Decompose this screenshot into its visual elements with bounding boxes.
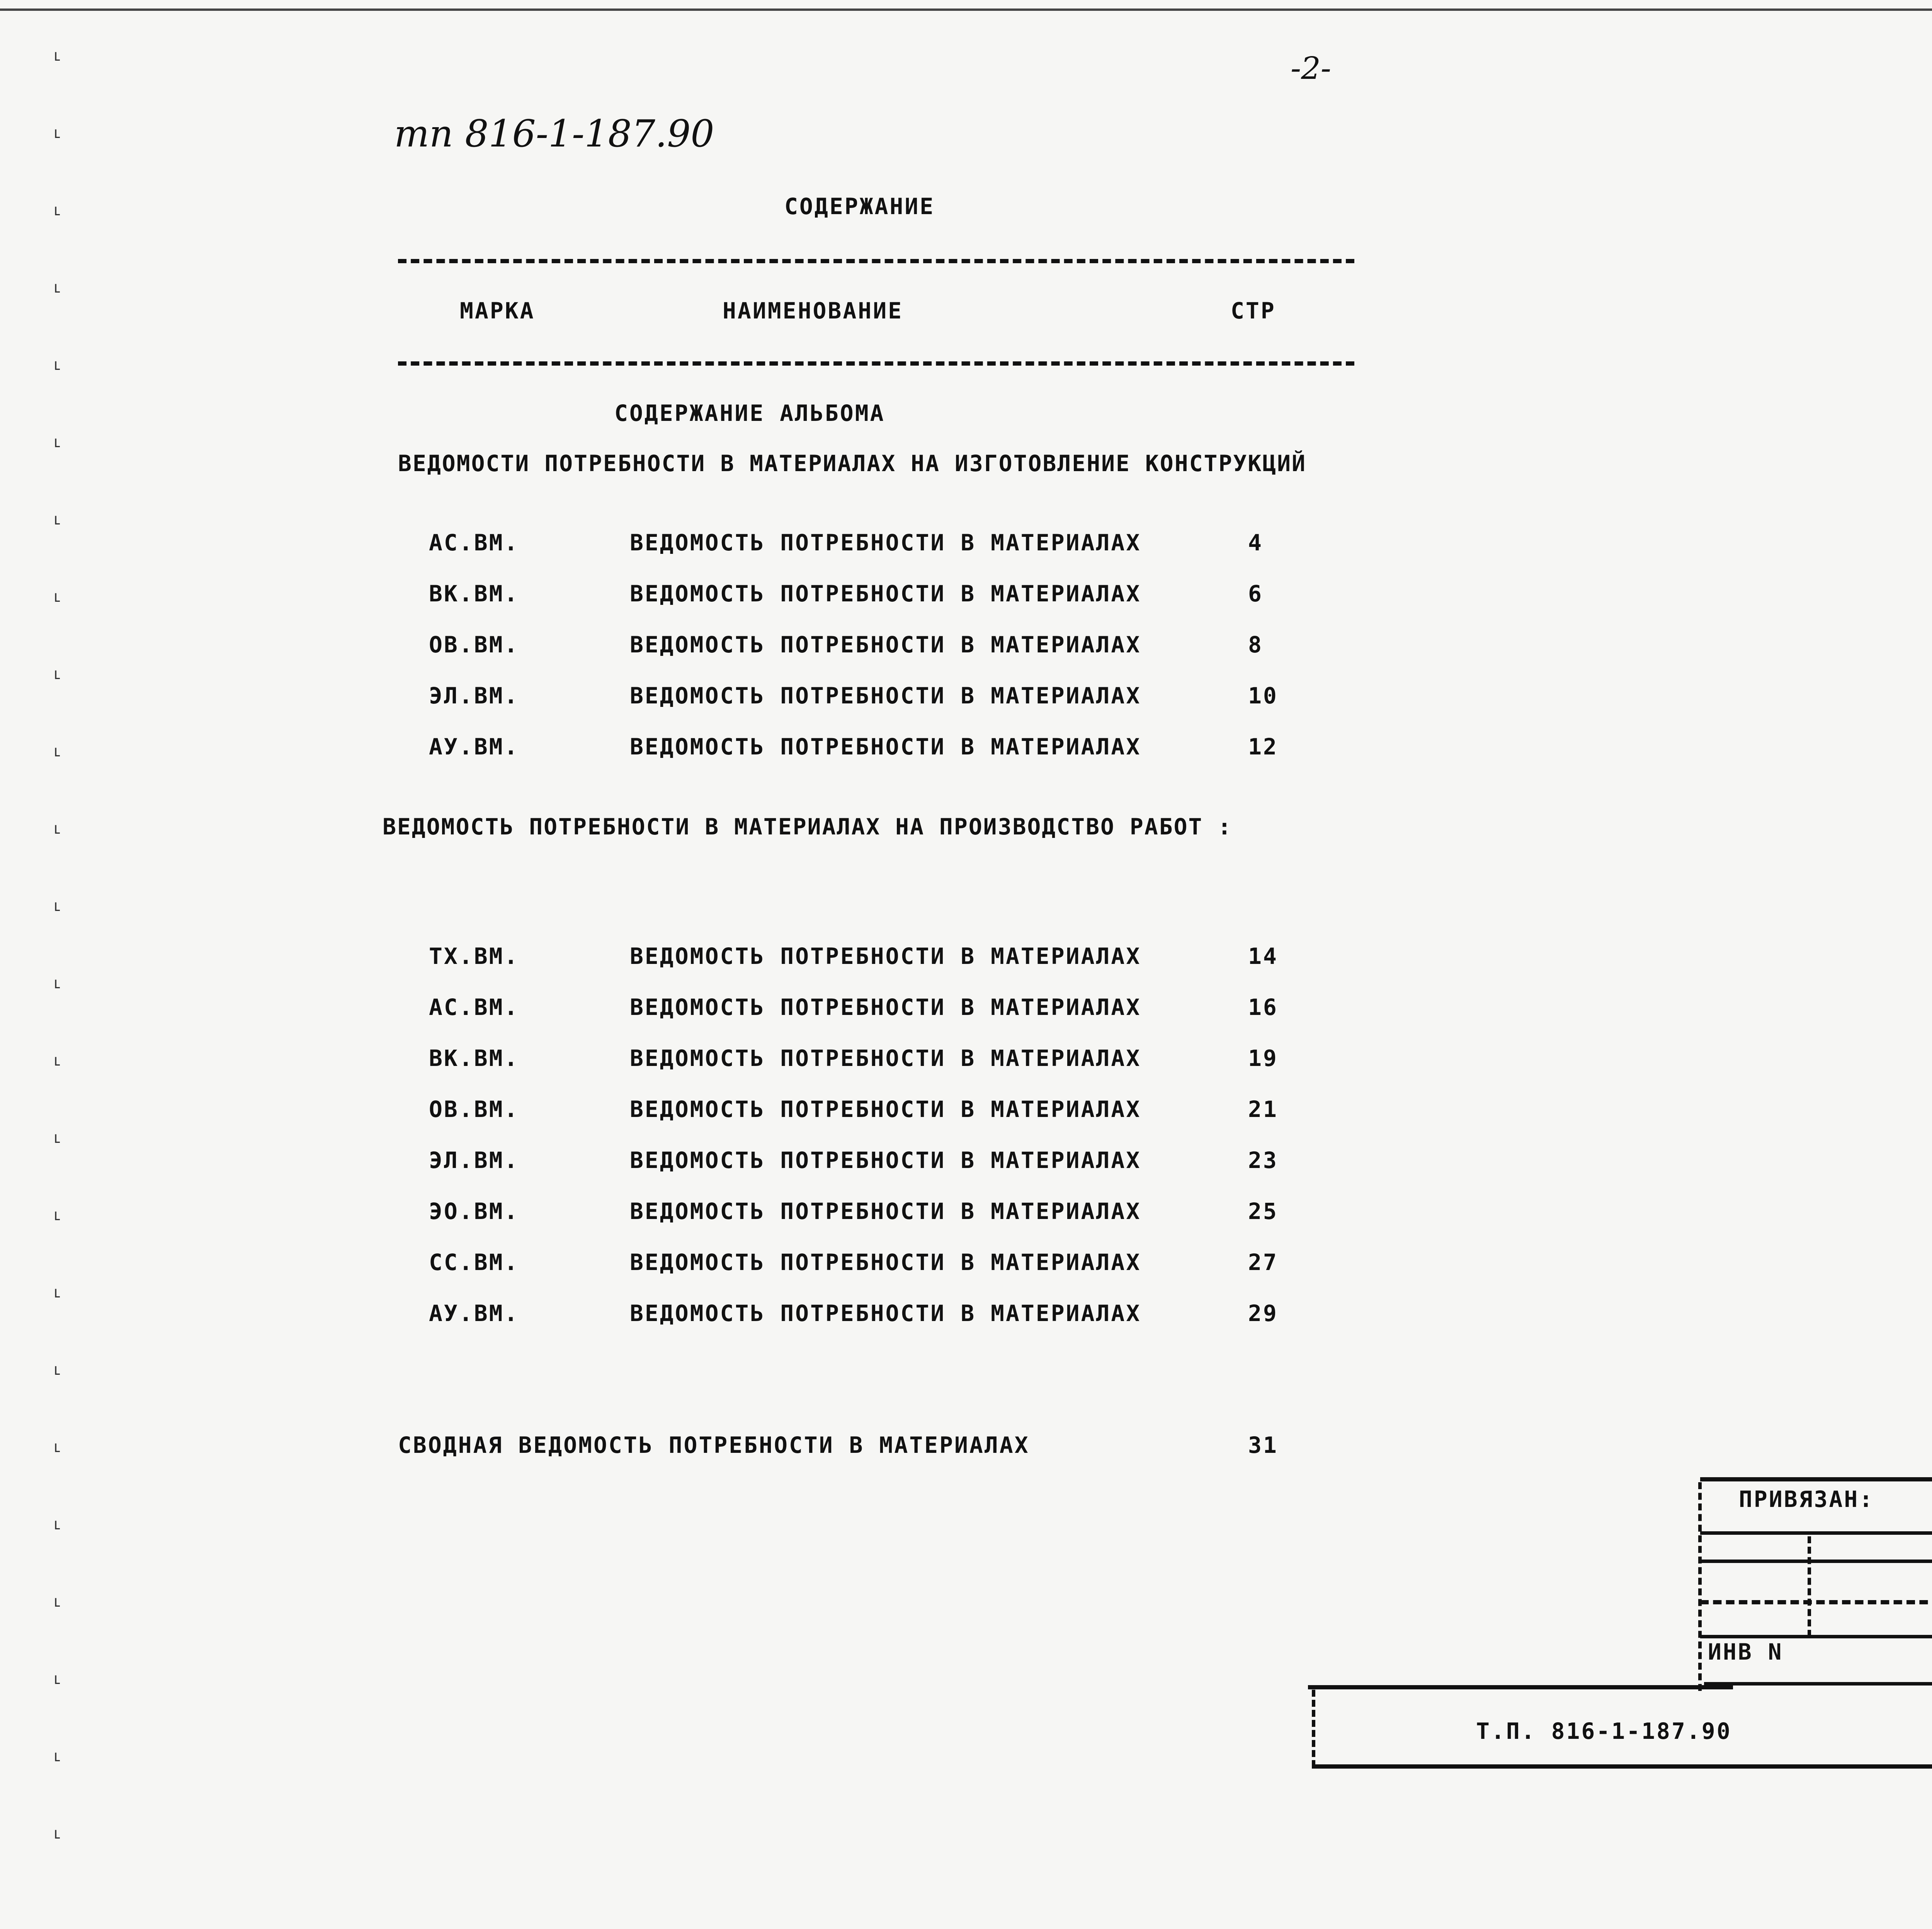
punch-mark: ˪ [54, 1357, 61, 1380]
punch-mark: ˪ [54, 738, 61, 761]
row-page: 16 [1248, 994, 1278, 1020]
row-page: 23 [1248, 1147, 1278, 1173]
stamp-bound-label: ПРИВЯЗАН: [1739, 1486, 1874, 1512]
row-name: ВЕДОМОСТЬ ПОТРЕБНОСТИ В МАТЕРИАЛАХ [630, 734, 1141, 760]
punch-mark: ˪ [54, 816, 61, 839]
row-name: ВЕДОМОСТЬ ПОТРЕБНОСТИ В МАТЕРИАЛАХ [630, 1198, 1141, 1224]
row-name: ВЕДОМОСТЬ ПОТРЕБНОСТИ В МАТЕРИАЛАХ [630, 1096, 1141, 1122]
header-bottom-rule [398, 361, 1354, 366]
stamp-col-divider-1 [1808, 1536, 1811, 1637]
stamp-inv-bottom-rule [1308, 1685, 1733, 1689]
punch-mark: ˪ [54, 1434, 61, 1457]
punch-mark: ˪ [54, 429, 61, 452]
punch-mark: ˪ [54, 1047, 61, 1071]
row-page: 21 [1248, 1096, 1278, 1122]
stamp-sheet-top-rule [1704, 1682, 1932, 1686]
column-header-mark: МАРКА [460, 298, 535, 324]
stamp-doc-code: Т.П. 816-1-187.90 [1476, 1718, 1732, 1744]
row-page: 25 [1248, 1198, 1278, 1224]
stamp-inv-label: ИНВ N [1708, 1639, 1783, 1665]
row-mark: ОВ.ВМ. [429, 632, 519, 658]
row-name: ВЕДОМОСТЬ ПОТРЕБНОСТИ В МАТЕРИАЛАХ [630, 1147, 1141, 1173]
punch-mark: ˪ [54, 1666, 61, 1689]
punch-mark: ˪ [54, 1743, 61, 1766]
punch-mark: ˪ [54, 1202, 61, 1225]
punch-mark: ˪ [54, 352, 61, 375]
row-page: 4 [1248, 529, 1263, 556]
row-mark: ТХ.ВМ. [429, 943, 519, 969]
row-mark: ОВ.ВМ. [429, 1096, 519, 1122]
row-name: ВЕДОМОСТЬ ПОТРЕБНОСТИ В МАТЕРИАЛАХ [630, 1300, 1141, 1326]
punch-mark: ˪ [54, 1588, 61, 1612]
row-mark: ЭЛ.ВМ. [429, 683, 519, 709]
section2-heading: ВЕДОМОСТЬ ПОТРЕБНОСТИ В МАТЕРИАЛАХ НА ПРОИЗВОДСТВО РАБОТ : [383, 814, 1233, 840]
summary-page: 31 [1248, 1432, 1278, 1458]
row-name: ВЕДОМОСТЬ ПОТРЕБНОСТИ В МАТЕРИАЛАХ [630, 1249, 1141, 1275]
punch-mark: ˪ [54, 120, 61, 143]
punch-mark: ˪ [54, 197, 61, 220]
stamp-rule-1 [1700, 1531, 1932, 1535]
stamp-rule-3 [1700, 1600, 1932, 1604]
stamp-rule-4 [1700, 1635, 1932, 1638]
section1-heading: ВЕДОМОСТИ ПОТРЕБНОСТИ В МАТЕРИАЛАХ НА ИЗГОТОВЛЕНИЕ КОНСТРУКЦИЙ [398, 450, 1306, 477]
punch-mark: ˪ [54, 1125, 61, 1148]
row-name: ВЕДОМОСТЬ ПОТРЕБНОСТИ В МАТЕРИАЛАХ [630, 529, 1141, 556]
column-header-page: СТР [1231, 298, 1276, 324]
row-name: ВЕДОМОСТЬ ПОТРЕБНОСТИ В МАТЕРИАЛАХ [630, 581, 1141, 607]
punch-mark: ˪ [54, 970, 61, 993]
row-page: 29 [1248, 1300, 1278, 1326]
row-page: 14 [1248, 943, 1278, 969]
summary-name: СВОДНАЯ ВЕДОМОСТЬ ПОТРЕБНОСТИ В МАТЕРИАЛАХ [398, 1432, 1030, 1458]
row-name: ВЕДОМОСТЬ ПОТРЕБНОСТИ В МАТЕРИАЛАХ [630, 1045, 1141, 1071]
punch-mark: ˪ [54, 661, 61, 684]
punch-mark: ˪ [54, 893, 61, 916]
row-mark: ВК.ВМ. [429, 581, 519, 607]
row-page: 10 [1248, 683, 1278, 709]
row-mark: ЭО.ВМ. [429, 1198, 519, 1224]
row-mark: АС.ВМ. [429, 994, 519, 1020]
punch-mark: ˪ [54, 274, 61, 298]
row-mark: АУ.ВМ. [429, 734, 519, 760]
stamp-top-rule [1700, 1477, 1932, 1481]
row-mark: АС.ВМ. [429, 529, 519, 556]
stamp-rule-2 [1700, 1560, 1932, 1563]
row-name: ВЕДОМОСТЬ ПОТРЕБНОСТИ В МАТЕРИАЛАХ [630, 632, 1141, 658]
punch-mark: ˪ [54, 1511, 61, 1534]
row-name: ВЕДОМОСТЬ ПОТРЕБНОСТИ В МАТЕРИАЛАХ [630, 943, 1141, 969]
row-page: 27 [1248, 1249, 1278, 1275]
stamp-left-border [1698, 1482, 1702, 1691]
row-page: 6 [1248, 581, 1263, 607]
page-title: СОДЕРЖАНИЕ [784, 193, 935, 220]
punch-mark: ˪ [54, 43, 61, 66]
handwritten-doc-code: тп 816-1-187.90 [394, 112, 714, 155]
row-name: ВЕДОМОСТЬ ПОТРЕБНОСТИ В МАТЕРИАЛАХ [630, 994, 1141, 1020]
punch-mark: ˪ [54, 584, 61, 607]
row-mark: СС.ВМ. [429, 1249, 519, 1275]
row-mark: АУ.ВМ. [429, 1300, 519, 1326]
row-page: 8 [1248, 632, 1263, 658]
scan-top-edge [0, 9, 1932, 11]
page-number: -2- [1291, 50, 1331, 86]
stamp-bottom-rule [1312, 1764, 1932, 1769]
row-page: 19 [1248, 1045, 1278, 1071]
row-mark: ЭЛ.ВМ. [429, 1147, 519, 1173]
column-header-name: НАИМЕНОВАНИЕ [723, 298, 903, 324]
row-name: ВЕДОМОСТЬ ПОТРЕБНОСТИ В МАТЕРИАЛАХ [630, 683, 1141, 709]
stamp-bottom-left-border [1312, 1690, 1315, 1767]
row-page: 12 [1248, 734, 1278, 760]
row-mark: ВК.ВМ. [429, 1045, 519, 1071]
punch-mark: ˪ [54, 506, 61, 529]
album-heading: СОДЕРЖАНИЕ АЛЬБОМА [614, 400, 885, 426]
header-top-rule [398, 259, 1354, 263]
punch-mark: ˪ [54, 1820, 61, 1844]
punch-mark: ˪ [54, 1279, 61, 1302]
